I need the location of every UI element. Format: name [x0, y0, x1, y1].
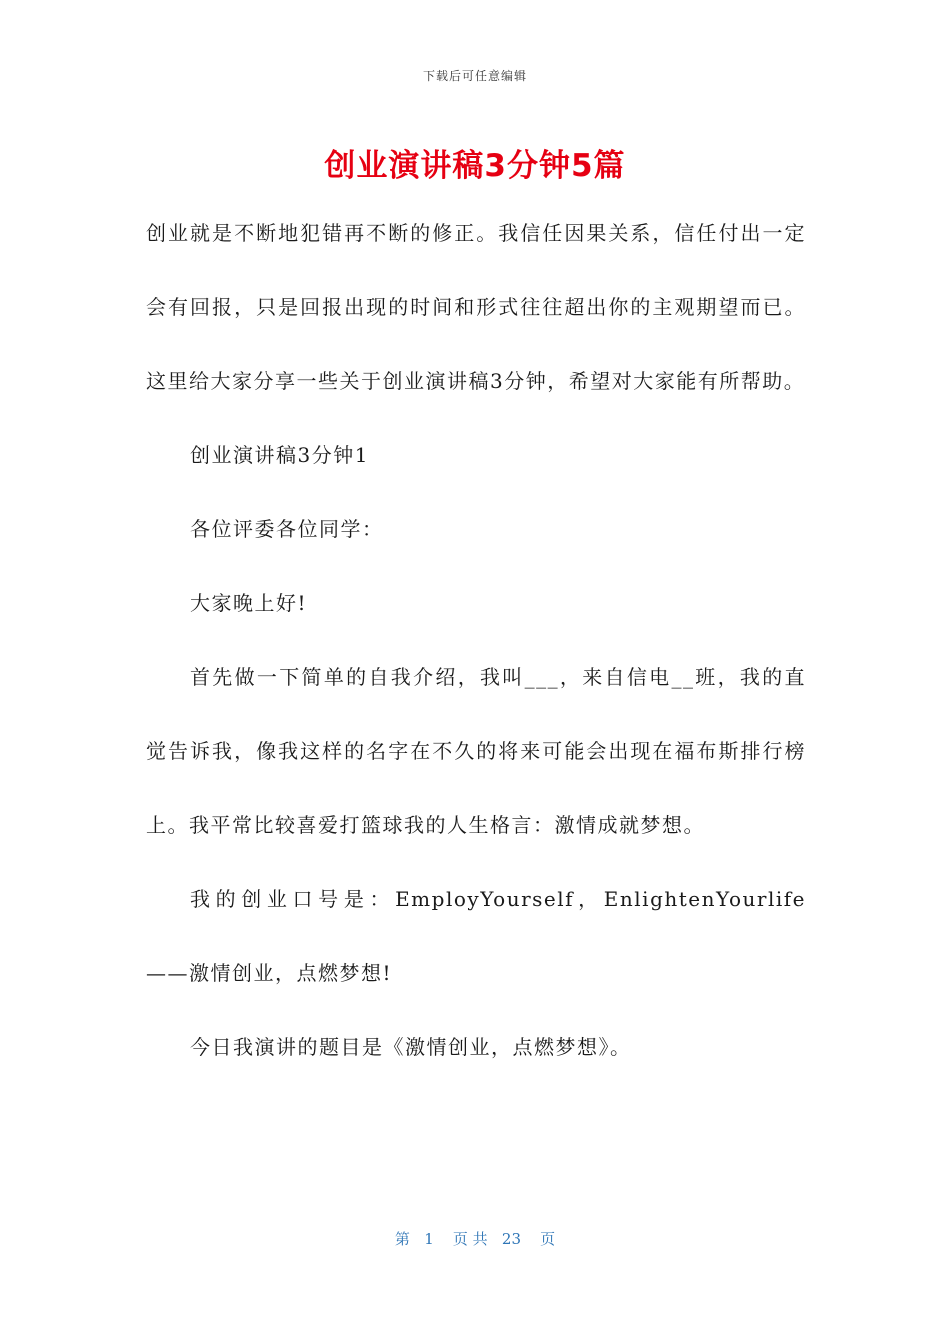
- page-footer: [0, 1228, 950, 1249]
- slogan-paragraph: 我的创业口号是：EmployYourself，EnlightenYourlife——激情创业，点燃梦想!: [146, 887, 806, 985]
- section-heading: 创业演讲稿3分钟1: [190, 443, 369, 467]
- footer-middle: 页 共: [452, 1230, 488, 1248]
- footer-prefix: 第: [394, 1230, 410, 1248]
- current-page-number: 1: [424, 1230, 434, 1248]
- salutation: 各位评委各位同学：: [190, 517, 384, 541]
- document-body: [146, 196, 806, 1084]
- greeting: 大家晚上好!: [190, 591, 308, 615]
- topic-paragraph: 今日我演讲的题目是《激情创业，点燃梦想》。: [190, 1035, 632, 1059]
- footer-suffix: 页: [540, 1230, 556, 1248]
- document-title: 创业演讲稿3分钟5篇: [324, 148, 626, 184]
- total-pages-number: 23: [501, 1230, 522, 1248]
- header-note: 下载后可任意编辑: [422, 69, 527, 83]
- intro-paragraph: 创业就是不断地犯错再不断的修正。我信任因果关系，信任付出一定会有回报，只是回报出现的时间和形式往往超出你的主观期望而已。这里给大家分享一些关于创业演讲稿3分钟，希望对大家能有所帮助。: [146, 221, 806, 393]
- self-introduction-paragraph: 首先做一下简单的自我介绍，我叫___，来自信电__班，我的直觉告诉我，像我这样的名字在不久的将来可能会出现在福布斯排行榜上。我平常比较喜爱打篮球我的人生格言：激情成就梦想。: [146, 665, 806, 837]
